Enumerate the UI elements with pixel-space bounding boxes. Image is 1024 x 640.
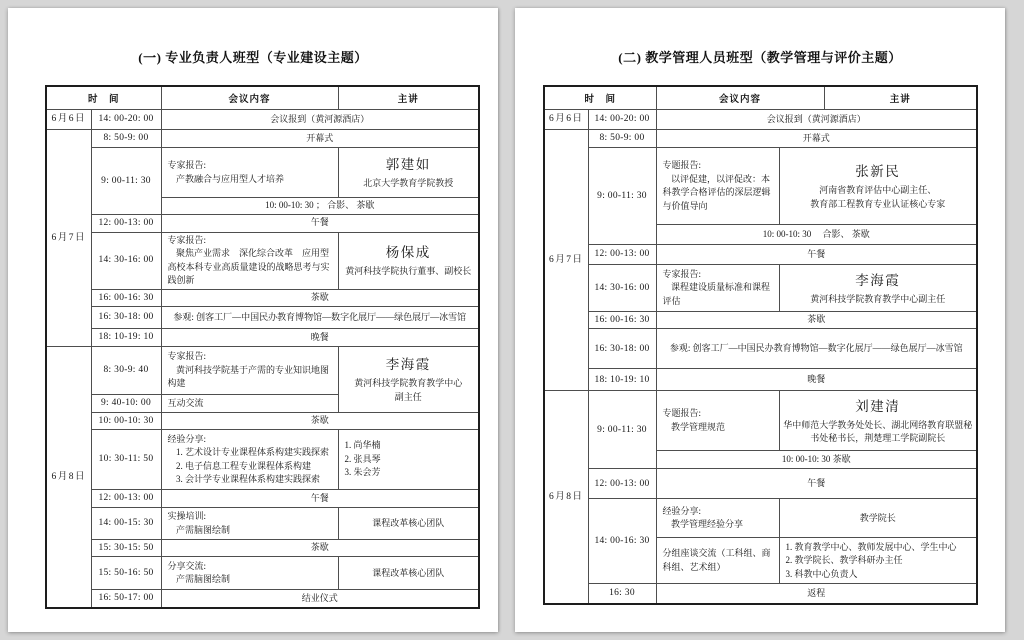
table-row: [46, 540, 479, 557]
event-label: 结业仪式: [301, 592, 338, 603]
speaker-name: 3. 朱会芳: [344, 467, 381, 478]
table-row: [46, 130, 479, 148]
time-label: 9: 00-11: 30: [597, 190, 647, 201]
time-cell: [91, 214, 161, 232]
time-label: 14: 30-16: 00: [98, 255, 154, 266]
event-cell: [656, 245, 977, 265]
time-label: 14: 00-20: 00: [98, 114, 154, 125]
time-cell: [91, 540, 161, 557]
time-label: 16: 50-17: 00: [98, 593, 154, 604]
table-row: [544, 110, 977, 130]
event-cell: [656, 130, 977, 148]
event-label: 茶歇: [310, 542, 329, 553]
date-cell: [544, 130, 588, 391]
time-cell: [91, 412, 161, 429]
event-label: 开幕式: [306, 132, 334, 143]
speaker-affiliation: 河南省教育评估中心副主任、: [819, 185, 937, 196]
time-cell: [91, 430, 161, 490]
event-label: 茶歇: [310, 291, 329, 302]
session-type: 专题报告:: [662, 408, 702, 419]
table-row: [46, 289, 479, 306]
date-label: 6月8日: [548, 491, 584, 502]
event-label: 茶歇: [807, 314, 826, 325]
time-label: 10: 30-11: 50: [98, 454, 154, 465]
time-cell: [91, 557, 161, 590]
session-title: 黄河科技学院基于产需的专业知识地图构建: [167, 364, 330, 388]
time-cell: [91, 110, 161, 130]
speaker-name: 课程改革核心团队: [372, 517, 445, 528]
speaker-cell: [338, 346, 479, 412]
event-label: 参观: 创客工厂—中国民办教育博物馆—数字化展厅——绿色展厅—冰雪馆: [173, 311, 467, 322]
date-cell: [46, 130, 91, 347]
session-type: 专家报告:: [662, 268, 702, 279]
time-label: 8: 50-9: 00: [599, 133, 645, 144]
table-row: [46, 508, 479, 540]
session-type: 分享交流:: [167, 560, 207, 571]
time-label: 8: 50-9: 00: [103, 133, 149, 144]
content-cell: [656, 538, 779, 584]
time-cell: [91, 346, 161, 394]
event-cell: [656, 312, 977, 329]
speaker-cell: [779, 499, 977, 538]
time-cell: [91, 232, 161, 289]
content-cell: [161, 557, 338, 590]
event-cell: [161, 130, 479, 148]
time-cell: [588, 584, 656, 604]
table-row: [544, 148, 977, 225]
speaker-name: 张新民: [855, 163, 901, 179]
session-title: 聚焦产业需求 深化综合改革 应用型高校本科专业高质量建设的战略思考与实践创新: [167, 248, 330, 285]
event-label: 会议报到（黄河源酒店）: [270, 113, 370, 124]
table-row: [544, 369, 977, 391]
time-label: 9: 40-10: 00: [100, 398, 152, 409]
content-cell: [161, 430, 338, 490]
time-cell: [91, 590, 161, 608]
page-right: [515, 8, 1005, 632]
event-cell: [656, 584, 977, 604]
table-row: [544, 391, 977, 451]
time-label: 12: 00-13: 00: [98, 217, 154, 228]
content-cell: [656, 148, 779, 225]
list-item: 3. 会计学专业课程体系构建实践探索: [176, 474, 321, 484]
content-cell: [161, 508, 338, 540]
table-row: [46, 557, 479, 590]
time-label: 14: 30-16: 00: [594, 282, 650, 293]
table-header-row: [46, 86, 479, 110]
time-label: 15: 30-15: 50: [98, 543, 154, 553]
table-row: [46, 214, 479, 232]
table-row: [46, 490, 479, 508]
time-label: 12: 00-13: 00: [594, 249, 650, 260]
time-label: 9: 00-11: 30: [101, 175, 151, 186]
table-row: [46, 412, 479, 429]
table-row: [46, 590, 479, 608]
date-cell: [46, 346, 91, 608]
session-title: 产教融合与应用型人才培养: [176, 173, 285, 184]
event-label: 晚餐: [807, 374, 826, 384]
time-header: 时 间: [46, 86, 161, 110]
speaker-name: 教学院长: [859, 512, 896, 523]
time-cell: [588, 499, 656, 584]
table-row: [544, 130, 977, 148]
event-cell: [161, 110, 479, 130]
event-label: 开幕式: [802, 132, 830, 143]
time-cell: [91, 490, 161, 508]
time-cell: [588, 391, 656, 469]
time-label: 14: 00-20: 00: [594, 114, 650, 125]
table-row: [544, 329, 977, 369]
table-row: [46, 328, 479, 346]
time-cell: [588, 148, 656, 245]
event-cell: [161, 490, 479, 508]
event-label: 参观: 创客工厂—中国民办教育博物馆—数字化展厅——绿色展厅—冰雪馆: [669, 343, 963, 353]
content-cell: [161, 394, 338, 412]
event-cell: [161, 328, 479, 346]
time-label: 15: 50-16: 50: [98, 568, 154, 579]
table-row: [46, 148, 479, 198]
list-item: 2. 电子信息工程专业课程体系构建: [176, 460, 312, 471]
speaker-affiliation: 黄河科技学院教育教学中心: [354, 378, 463, 389]
date-cell: [544, 391, 588, 604]
content-cell: [656, 499, 779, 538]
event-label: 返程: [807, 587, 826, 598]
time-label: 8: 30-9: 40: [103, 365, 149, 376]
page-title: (一) 专业负责人班型（专业建设主题）: [138, 50, 368, 65]
time-cell: [91, 394, 161, 412]
event-cell: [161, 540, 479, 557]
event-cell: [656, 369, 977, 391]
session-title: 教学管理规范: [671, 421, 726, 432]
content-cell: [656, 265, 779, 312]
date-label: 6月8日: [51, 471, 86, 482]
time-header: 时 间: [544, 86, 656, 110]
time-cell: [588, 130, 656, 148]
session-type: 专家报告:: [167, 351, 207, 361]
speaker-cell: [779, 148, 977, 225]
time-cell: [588, 469, 656, 499]
list-item: 1. 艺术设计专业课程体系构建实践探索: [176, 447, 330, 457]
table-row: [46, 346, 479, 394]
event-label: 10: 00-10: 30 合影、 茶歇: [762, 228, 870, 239]
speaker-affiliation: 黄河科技学院执行董事、副校长: [345, 266, 472, 277]
event-cell: [656, 225, 977, 245]
content-cell: [656, 391, 779, 451]
speaker-name: 杨保成: [385, 245, 431, 261]
time-cell: [91, 130, 161, 148]
session-type: 经验分享:: [662, 505, 702, 516]
event-label: 会议报到（黄河源酒店）: [766, 113, 866, 124]
content-header: 会议内容: [656, 86, 824, 110]
table-row: [46, 110, 479, 130]
table-row: [544, 245, 977, 265]
event-cell: [161, 412, 479, 429]
speaker-name: 1. 教育教学中心、教师发展中心、学生中心: [785, 541, 957, 552]
time-cell: [91, 289, 161, 306]
time-label: 12: 00-13: 00: [594, 478, 650, 489]
speaker-affiliation: 教育部工程教育专业认证核心专家: [810, 198, 946, 209]
table-row: [544, 312, 977, 329]
session-title: 教学管理经验分享: [671, 519, 744, 530]
speaker-affiliation: 副主任: [394, 391, 422, 402]
content-cell: [161, 148, 338, 198]
speaker-cell: [338, 148, 479, 198]
time-label: 9: 00-11: 30: [597, 424, 647, 435]
date-cell: [544, 110, 588, 130]
time-label: 12: 00-13: 00: [98, 493, 154, 504]
speaker-cell: [779, 265, 977, 312]
event-cell: [656, 329, 977, 369]
schedule-table-right: [543, 85, 978, 605]
time-label: 10: 00-10: 30: [98, 415, 154, 426]
date-label: 6月6日: [548, 114, 584, 125]
table-row: [46, 232, 479, 289]
time-cell: [588, 369, 656, 391]
table-row: [544, 469, 977, 499]
time-label: 18: 10-19: 10: [98, 332, 154, 343]
speaker-name: 2. 教学院长、教学科研办主任: [785, 555, 903, 565]
time-label: 16: 00-16: 30: [594, 315, 650, 325]
time-cell: [91, 148, 161, 215]
speaker-name: 李海霞: [385, 357, 431, 373]
date-label: 6月6日: [51, 114, 86, 125]
speaker-cell: [338, 557, 479, 590]
schedule-table-left: [45, 85, 480, 609]
time-label: 18: 10-19: 10: [594, 374, 650, 385]
time-cell: [588, 329, 656, 369]
speaker-name: 郭建如: [385, 157, 431, 173]
event-cell: [161, 289, 479, 306]
event-label: 午餐: [807, 478, 826, 488]
time-cell: [588, 265, 656, 312]
session-title: 课程建设质量标准和课程评估: [662, 282, 771, 306]
date-label: 6月7日: [548, 255, 584, 265]
time-cell: [91, 306, 161, 328]
session-type: 经验分享:: [167, 433, 207, 444]
session-type: 实操培训:: [167, 511, 207, 521]
table-row: [46, 430, 479, 490]
session-type: 专家报告:: [167, 160, 207, 170]
event-cell: [161, 306, 479, 328]
table-row: [46, 306, 479, 328]
time-cell: [588, 110, 656, 130]
speaker-affiliation: 华中师范大学教务处处长、湖北网络教育联盟秘书处秘书长，荆楚理工学院副院长: [783, 419, 973, 444]
speaker-header: 主讲: [338, 86, 479, 110]
table-row: [544, 265, 977, 312]
session-title: 分组座谈交流（工科组、商科组、艺术组）: [662, 548, 771, 572]
session-title: 互动交流: [167, 397, 204, 408]
time-label: 16: 30-18: 00: [594, 343, 650, 354]
speaker-name: 李海霞: [855, 272, 901, 288]
session-type: 专题报告:: [662, 160, 702, 170]
date-label: 6月7日: [51, 232, 86, 243]
table-row: [544, 584, 977, 604]
speaker-name: 2. 张具琴: [344, 453, 381, 464]
content-cell: [161, 232, 338, 289]
session-title: 以评促建，以评促改：本科教学合格评估的深层逻辑与价值导向: [662, 173, 771, 211]
speaker-name: 刘建清: [855, 398, 901, 414]
speaker-name: 课程改革核心团队: [372, 567, 445, 578]
page-left: [8, 8, 498, 632]
time-label: 14: 00-15: 30: [98, 518, 154, 529]
event-label: 午餐: [310, 217, 329, 228]
speaker-affiliation: 黄河科技学院教育教学中心副主任: [810, 293, 946, 304]
speaker-cell: [779, 538, 977, 584]
speaker-affiliation: 北京大学教育学院教授: [363, 178, 454, 189]
session-title: 产需脑图绘制: [176, 524, 231, 535]
event-cell: [656, 451, 977, 469]
speaker-cell: [338, 232, 479, 289]
table-header-row: [544, 86, 977, 110]
event-cell: [656, 110, 977, 130]
event-label: 10: 00-10: 30 ； 合影、 茶歇: [265, 200, 375, 210]
table-row: [544, 499, 977, 538]
time-cell: [588, 245, 656, 265]
event-label: 午餐: [310, 492, 329, 503]
time-cell: [588, 312, 656, 329]
content-cell: [161, 346, 338, 394]
speaker-cell: [338, 508, 479, 540]
session-type: 专家报告:: [167, 234, 207, 245]
time-label: 14: 00-16: 30: [594, 536, 650, 547]
speaker-cell: [779, 391, 977, 451]
event-label: 晚餐: [310, 331, 329, 342]
speaker-header: 主讲: [824, 86, 977, 110]
event-cell: [161, 214, 479, 232]
event-cell: [161, 590, 479, 608]
event-cell: [656, 469, 977, 499]
page-title: (二) 教学管理人员班型（教学管理与评价主题）: [618, 50, 902, 65]
event-label: 10: 00-10: 30 茶歇: [781, 454, 851, 464]
event-label: 午餐: [807, 248, 826, 259]
speaker-name: 3. 科教中心负责人: [785, 568, 858, 579]
speaker-name: 1. 尚华楠: [344, 440, 381, 451]
time-label: 16: 30-18: 00: [98, 312, 154, 323]
event-cell: [161, 198, 479, 215]
date-cell: [46, 110, 91, 130]
time-cell: [91, 508, 161, 540]
session-title: 产需脑图绘制: [176, 574, 231, 585]
time-label: 16: 00-16: 30: [98, 292, 154, 303]
time-cell: [91, 328, 161, 346]
speaker-cell: [338, 430, 479, 490]
content-header: 会议内容: [161, 86, 338, 110]
time-label: 16: 30: [609, 588, 635, 599]
event-label: 茶歇: [310, 415, 329, 426]
